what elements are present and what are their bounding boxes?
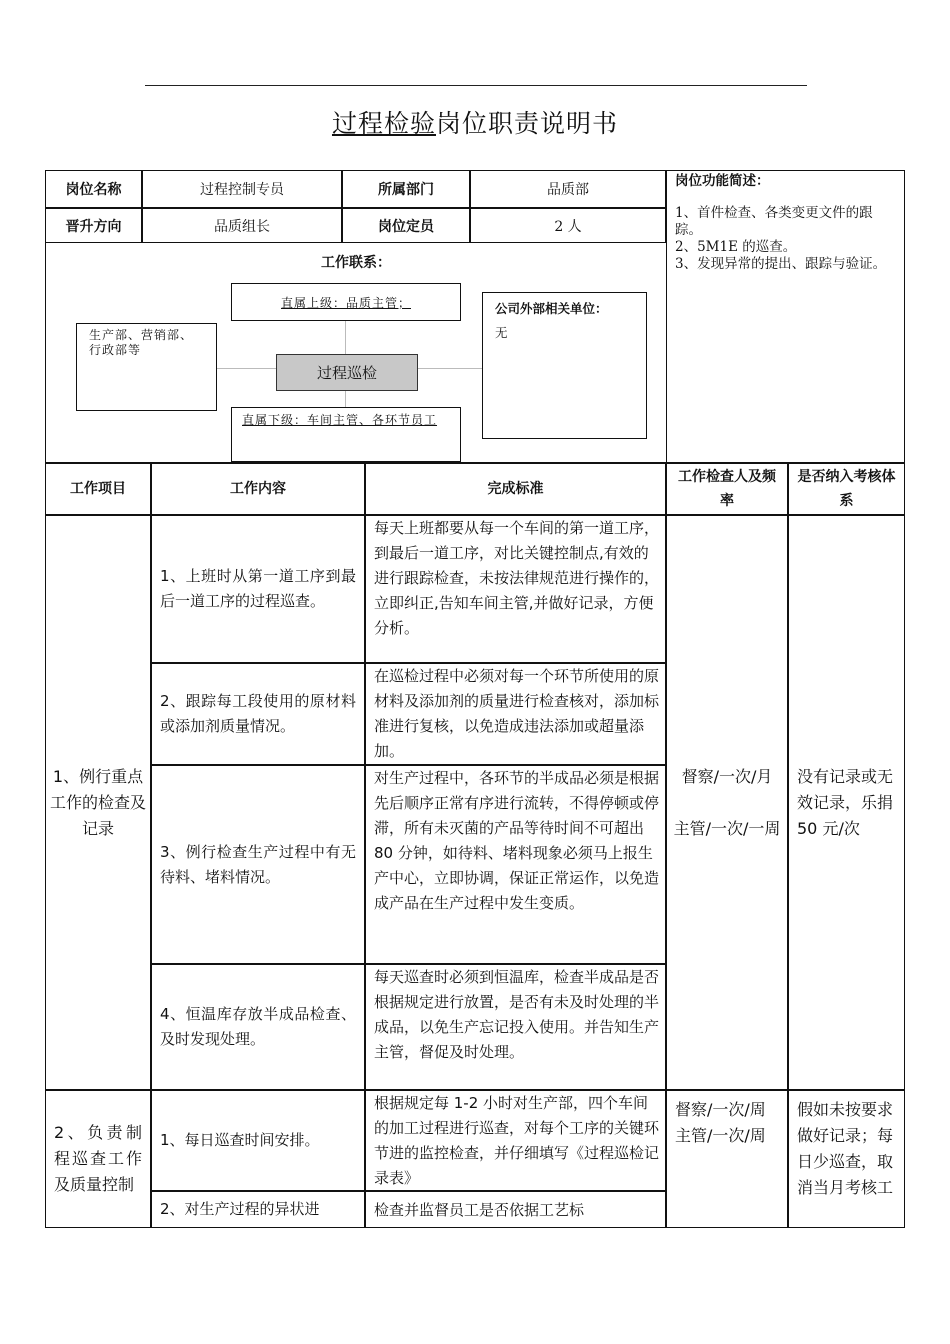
table-row-content: 1、上班时从第一道工序到最后一道工序的过程巡查。	[151, 515, 365, 663]
title-underlined: 过程检验	[331, 109, 436, 138]
page-title	[0, 104, 950, 140]
table-row-standard: 根据规定每 1-2 小时对生产部，四个车间的加工过程进行巡查，对每个工序的关键环节进的监控检查，并仔细填写《过程巡检记录表》	[365, 1090, 666, 1191]
table-row-content: 1、每日巡查时间安排。	[151, 1090, 365, 1191]
subordinate-box: 直属下级：车间主管、各环节员工	[231, 407, 461, 462]
external-label: 公司外部相关单位：	[495, 301, 608, 316]
table-row-standard: 检查并监督员工是否依据工艺标	[365, 1191, 666, 1228]
function-line-2: 2、5M1E 的巡查。	[675, 239, 797, 255]
col-header-standard: 完成标准	[365, 463, 666, 515]
table-row-standard: 每天上班都要从每一个车间的第一道工序，到最后一道工序，对比关键控制点,有效的进行跟踪检查，未按法律规范进行操作的，立即纠正,告知车间主管,并做好记录，方便分析。	[365, 515, 666, 663]
table-row-content: 4、恒温库存放半成品检查、及时发现处理。	[151, 964, 365, 1090]
external-units-box	[482, 292, 647, 439]
dept-label: 所属部门	[342, 170, 470, 208]
table-row-standard: 对生产过程中，各环节的半成品必须是根据先后顺序正常有序进行流转，不得停顿或停滞，所有未灭菌的产品等待时间不可超出 80 分钟，如待料、堵料现象必须马上报生产中心，立即协调，保证正常运作，以免造成产品在生产过程中发生变质。	[365, 765, 666, 964]
dept-value: 品质部	[470, 170, 666, 208]
function-line-1: 1、首件检查、各类变更文件的跟踪。	[675, 205, 873, 238]
table-row-standard: 在巡检过程中必须对每一个环节所使用的原材料及添加剂的质量进行检查核对，添加标准进行复核，以免造成违法添加或超量添加。	[365, 663, 666, 765]
superior-box: 直属上级：品质主管；	[231, 283, 461, 321]
function-summary	[666, 170, 905, 463]
col-header-item: 工作项目	[45, 463, 151, 515]
title-rest: 岗位职责说明书	[436, 109, 619, 138]
col-header-content: 工作内容	[151, 463, 365, 515]
post-name-value: 过程控制专员	[142, 170, 342, 208]
promotion-label: 晋升方向	[45, 208, 142, 243]
top-rule	[145, 85, 807, 86]
contacts-title: 工作联系：	[321, 255, 391, 271]
table-row-content: 2、跟踪每工段使用的原材料或添加剂质量情况。	[151, 663, 365, 765]
col-header-assessment: 是否纳入考核体系	[788, 463, 905, 515]
external-value: 无	[495, 325, 508, 340]
left-departments-box: 生产部、营销部、行政部等	[76, 323, 217, 411]
group1-assessment: 没有记录或无效记录，乐捐 50 元/次	[788, 515, 905, 1090]
quota-value: 2 人	[470, 208, 666, 243]
group2-item: 2、负责制程巡查工作及质量控制	[45, 1090, 151, 1228]
table-row-content: 3、例行检查生产过程中有无待料、堵料情况。	[151, 765, 365, 964]
function-line-3: 3、发现异常的提出、跟踪与验证。	[675, 256, 887, 272]
table-row-content: 2、对生产过程的异状进	[151, 1191, 365, 1228]
center-node: 过程巡检	[276, 354, 418, 391]
quota-label: 岗位定员	[342, 208, 470, 243]
group1-item: 1、例行重点工作的检查及记录	[45, 515, 151, 1090]
promotion-value: 品质组长	[142, 208, 342, 243]
group2-assessment: 假如未按要求做好记录；每日少巡查，取消当月考核工	[788, 1090, 905, 1228]
table-row-standard: 每天巡查时必须到恒温库，检查半成品是否根据规定进行放置，是否有未及时处理的半成品，以免生产忘记投入使用。并告知生产主管，督促及时处理。	[365, 964, 666, 1090]
function-label: 岗位功能简述：	[675, 173, 770, 189]
group1-checker: 督察/一次/月 主管/一次/一周	[666, 515, 788, 1090]
group2-checker: 督察/一次/周 主管/一次/周	[666, 1090, 788, 1228]
col-header-checker: 工作检查人及频率	[666, 463, 788, 515]
post-name-label: 岗位名称	[45, 170, 142, 208]
